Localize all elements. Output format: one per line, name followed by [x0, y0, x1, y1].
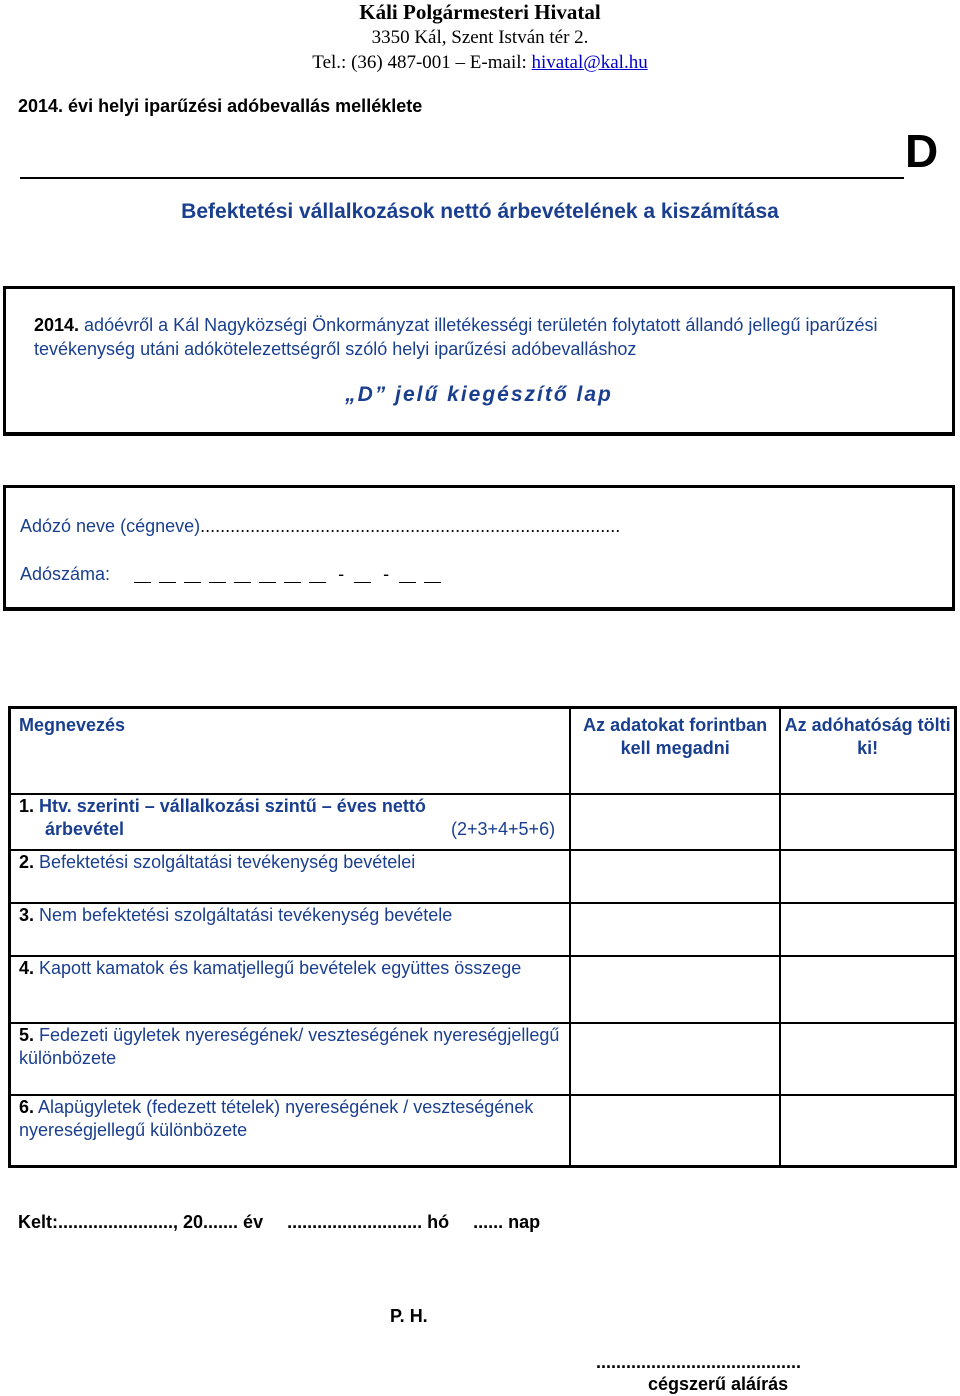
row-text: Befektetési szolgáltatási tevékenység bevételei [39, 851, 416, 872]
tax-digit-blank[interactable] [259, 582, 276, 583]
row-formula: (2+3+4+5+6) [450, 818, 556, 839]
row-number: 2. [19, 851, 35, 872]
annex-title: 2014. évi helyi iparűzési adóbevallás melléklete [18, 96, 423, 116]
intro-year: 2014. [34, 315, 80, 335]
authority-cell [780, 794, 955, 850]
tax-digit-blank[interactable] [134, 582, 151, 583]
row-number: 6. [19, 1096, 35, 1117]
row-text: Alapügyletek (fedezett tételek) nyereségének / veszteségének nyereségjellegű különbözete [19, 1096, 534, 1140]
row-number: 5. [19, 1024, 35, 1045]
header-name: Megnevezés [10, 708, 571, 794]
amount-cell[interactable] [570, 1023, 780, 1095]
amount-cell[interactable] [570, 850, 780, 903]
row-number: 1. [19, 795, 35, 816]
authority-cell [780, 1095, 955, 1167]
table-header-row [10, 708, 956, 794]
table-row [10, 1023, 956, 1095]
signature-line[interactable]: ......................................... [596, 1352, 802, 1372]
table-row [10, 850, 956, 903]
tax-number-label: Adószáma: [20, 564, 111, 584]
row-number: 4. [19, 957, 35, 978]
row-label [10, 1095, 571, 1167]
authority-cell [780, 956, 955, 1023]
office-contact [0, 52, 960, 74]
office-address: 3350 Kál, Szent István tér 2. [371, 27, 589, 48]
row-1-label-b: árbevétel [45, 818, 125, 839]
email-link[interactable]: hivatal@kal.hu [531, 52, 648, 73]
table-row [10, 794, 956, 850]
tax-number-field[interactable] [20, 564, 449, 585]
amount-cell[interactable] [570, 956, 780, 1023]
date-year: Kelt:......................., 20....... év [18, 1212, 264, 1232]
tax-digit-blank[interactable] [234, 582, 251, 583]
authority-cell [780, 1023, 955, 1095]
amount-cell[interactable] [570, 903, 780, 956]
tax-digit-blank[interactable] [399, 582, 416, 583]
taxpayer-box [3, 485, 955, 611]
revenue-table [8, 706, 957, 1168]
contact-phone: Tel.: (36) 487-001 – E-mail: [312, 52, 532, 73]
header-amount: Az adatokat forintban kell megadni [570, 708, 780, 794]
tax-number-separator: - [383, 564, 390, 584]
row-text: Fedezeti ügyletek nyereségének/ veszteségének nyereségjellegű különbözete [19, 1024, 560, 1068]
taxpayer-name-dots: .................................................................................... [200, 516, 621, 536]
taxpayer-name-label: Adózó neve (cégneve) [20, 516, 201, 536]
date-month: ........................... hó [287, 1212, 450, 1232]
row-text: Kapott kamatok és kamatjellegű bevételek együttes összege [39, 957, 522, 978]
tax-digit-blank[interactable] [309, 582, 326, 583]
intro-body: adóévről a Kál Nagyközségi Önkormányzat illetékességi területén folytatott állandó jellegű iparűzési tevékenység utáni adókötelezettségről szóló helyi iparűzési adóbevalláshoz [34, 315, 878, 359]
supplement-sheet-title: „D” jelű kiegészítő lap [345, 383, 613, 406]
intro-text [34, 313, 934, 361]
taxpayer-name-field[interactable] [20, 516, 620, 537]
table-row [10, 903, 956, 956]
tax-digit-blank[interactable] [424, 582, 441, 583]
row-text: Nem befektetési szolgáltatási tevékenység bevétele [39, 904, 453, 925]
tax-digit-blank[interactable] [284, 582, 301, 583]
date-day: ...... nap [473, 1212, 541, 1232]
row-label [10, 956, 571, 1023]
date-line[interactable] [18, 1212, 564, 1233]
stamp-place: P. H. [390, 1306, 428, 1326]
office-name: Káli Polgármesteri Hivatal [359, 0, 601, 24]
row-label [10, 794, 571, 850]
amount-cell[interactable] [570, 794, 780, 850]
divider [20, 177, 904, 179]
sheet-letter: D [905, 125, 939, 177]
row-label [10, 903, 571, 956]
tax-digit-blank[interactable] [184, 582, 201, 583]
amount-cell[interactable] [570, 1095, 780, 1167]
row-1-label-a: Htv. szerinti – vállalkozási szintű – éves nettó [39, 795, 426, 816]
intro-box [3, 286, 955, 436]
page-subtitle: Befektetési vállalkozások nettó árbevételének a kiszámítása [181, 200, 779, 223]
tax-digit-blank[interactable] [209, 582, 226, 583]
signature-label: cégszerű aláírás [648, 1374, 789, 1394]
table-row [10, 956, 956, 1023]
authority-cell [780, 850, 955, 903]
header-authority: Az adóhatóság tölti ki! [780, 708, 955, 794]
tax-number-separator: - [338, 564, 345, 584]
row-label [10, 1023, 571, 1095]
tax-digit-blank[interactable] [159, 582, 176, 583]
row-label [10, 850, 571, 903]
row-number: 3. [19, 904, 35, 925]
tax-digit-blank[interactable] [354, 582, 371, 583]
table-row [10, 1095, 956, 1167]
authority-cell [780, 903, 955, 956]
